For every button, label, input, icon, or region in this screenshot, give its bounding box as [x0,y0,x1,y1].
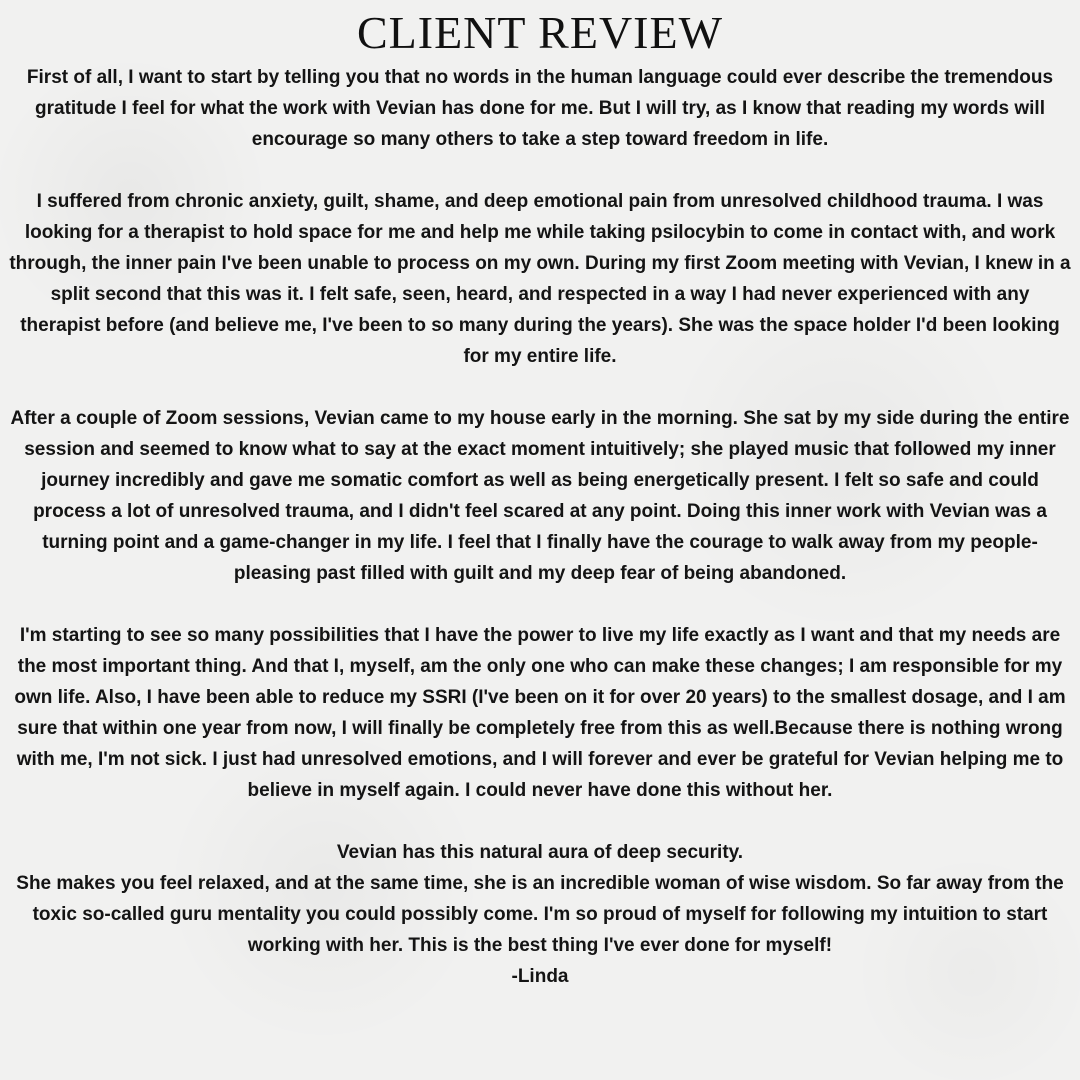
review-paragraph-4: I'm starting to see so many possibilities that I have the power to live my life exactly as I want and that my needs are the most important thing. And that I, myself, am the only one who can make these changes; I am responsible for my own life. Also, I have been able to reduce my SSRI (I've been on it for over 20 years) to the smallest dosage, and I am sure that within one year from now, I will finally be completely free from this as well.Because there is nothing wrong with me, I'm not sick. I just had unresolved emotions, and I will forever and ever be grateful for Vevian helping me to believe in myself again. I could never have done this without her. [14,625,1066,801]
page-title: CLIENT REVIEW [356,7,724,58]
review-paragraph-1: First of all, I want to start by telling you that no words in the human language could ever describe the tremendous gratitude I feel for what the work with Vevian has done for me. But I will try, as I know that reading my words will encourage so many others to take a step toward freedom in life. [26,67,1054,150]
review-paragraph-6: She makes you feel relaxed, and at the same time, she is an incredible woman of wise wisdom. So far away from the toxic so-called guru mentality you could possibly come. I'm so proud of myself for following my intuition to start working with her. This is the best thing I've ever done for myself! [16,873,1064,956]
review-signature: -Linda [511,966,569,987]
review-body [8,62,1072,992]
review-paragraph-2: I suffered from chronic anxiety, guilt, shame, and deep emotional pain from unresolved childhood trauma. I was looking for a therapist to hold space for me and help me while taking psilocybin to come in contact with, and work through, the inner pain I've been unable to process on my own. During my first Zoom meeting with Vevian, I knew in a split second that this was it. I felt safe, seen, heard, and respected in a way I had never experienced with any therapist before (and believe me, I've been to so many during the years). She was the space holder I'd been looking for my entire life. [9,191,1071,367]
review-paragraph-5: Vevian has this natural aura of deep security. [336,842,744,863]
review-paragraph-3: After a couple of Zoom sessions, Vevian came to my house early in the morning. She sat by my side during the entire session and seemed to know what to say at the exact moment intuitively; she played music that followed my inner journey incredibly and gave me somatic comfort as well as being energetically present. I felt so safe and could process a lot of unresolved trauma, and I didn't feel scared at any point. Doing this inner work with Vevian was a turning point and a game-changer in my life. I feel that I finally have the courage to walk away from my people-pleasing past filled with guilt and my deep fear of being abandoned. [10,408,1070,584]
